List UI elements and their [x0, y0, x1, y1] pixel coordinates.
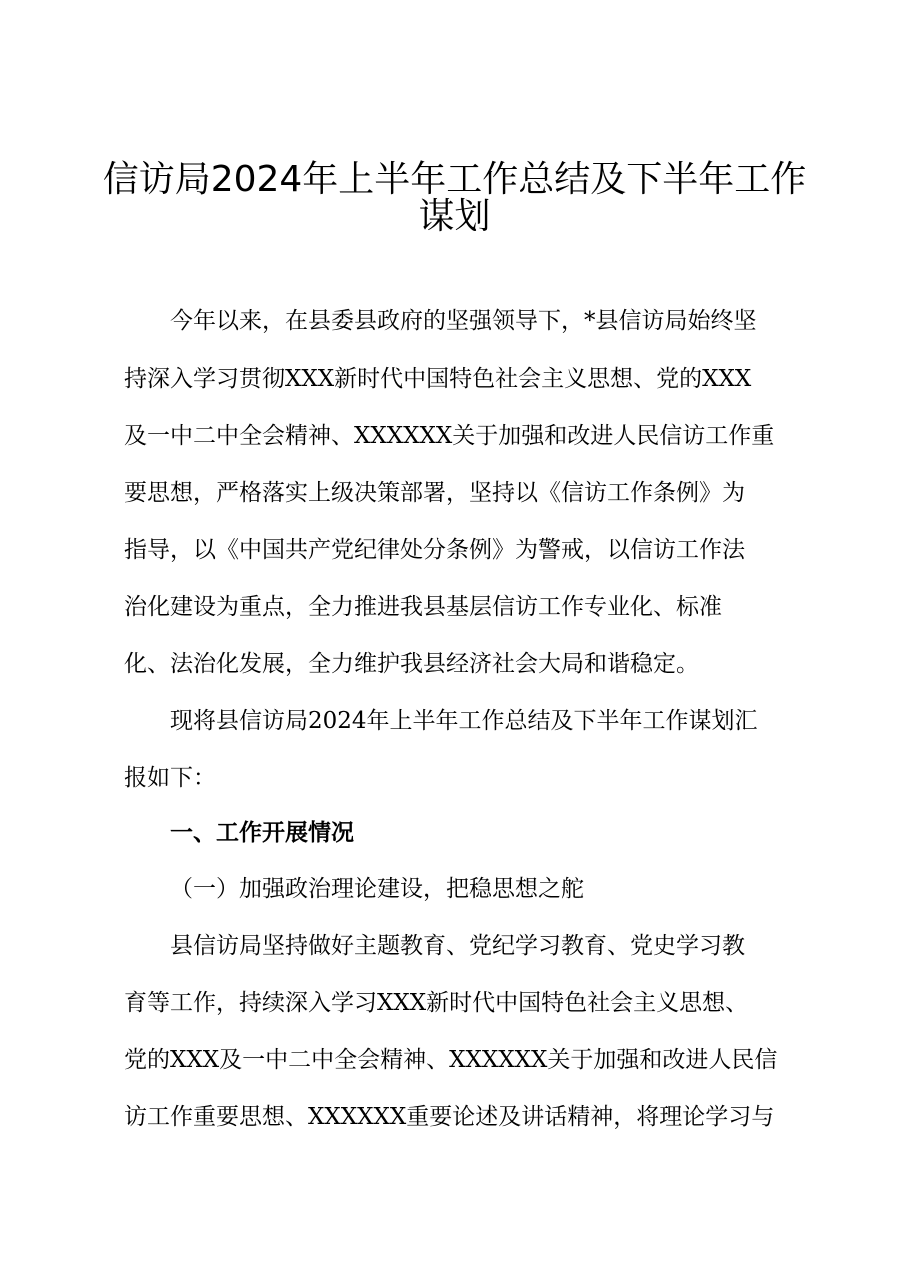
paragraph-1-line-2: 持深入学习贯彻XXX新时代中国特色社会主义思想、党的XXX	[124, 366, 752, 392]
section-1-heading: 一、工作开展情况	[170, 820, 354, 846]
paragraph-2-line-2: 报如下：	[124, 765, 216, 791]
paragraph-3-line-3: 党的XXX及一中二中全会精神、XXXXXX关于加强和改进人民信	[124, 1047, 778, 1073]
paragraph-1-line-6: 治化建设为重点，全力推进我县基层信访工作专业化、标准	[124, 594, 722, 620]
paragraph-1-line-5: 指导，以《中国共产党纪律处分条例》为警戒，以信访工作法	[124, 537, 745, 563]
paragraph-1-line-3: 及一中二中全会精神、XXXXXX关于加强和改进人民信访工作重	[124, 423, 775, 449]
paragraph-3-line-2: 育等工作，持续深入学习XXX新时代中国特色社会主义思想、	[124, 990, 749, 1016]
document-title-line-2: 谋划	[418, 196, 491, 237]
document-title-line-1: 信访局2024年上半年工作总结及下半年工作	[102, 159, 807, 200]
paragraph-2-line-1: 现将县信访局2024年上半年工作总结及下半年工作谋划汇	[170, 708, 758, 734]
paragraph-3-line-1: 县信访局坚持做好主题教育、党纪学习教育、党史学习教	[170, 933, 745, 959]
paragraph-1-line-4: 要思想，严格落实上级决策部署，坚持以《信访工作条例》为	[124, 480, 745, 506]
subsection-1-heading: （一）加强政治理论建设，把稳思想之舵	[170, 876, 584, 902]
paragraph-1-line-1: 今年以来，在县委县政府的坚强领导下，*县信访局始终坚	[170, 308, 757, 334]
paragraph-1-line-7: 化、法治化发展，全力维护我县经济社会大局和谐稳定。	[124, 651, 699, 677]
paragraph-3-line-4: 访工作重要思想、XXXXXX重要论述及讲话精神，将理论学习与	[124, 1104, 775, 1130]
